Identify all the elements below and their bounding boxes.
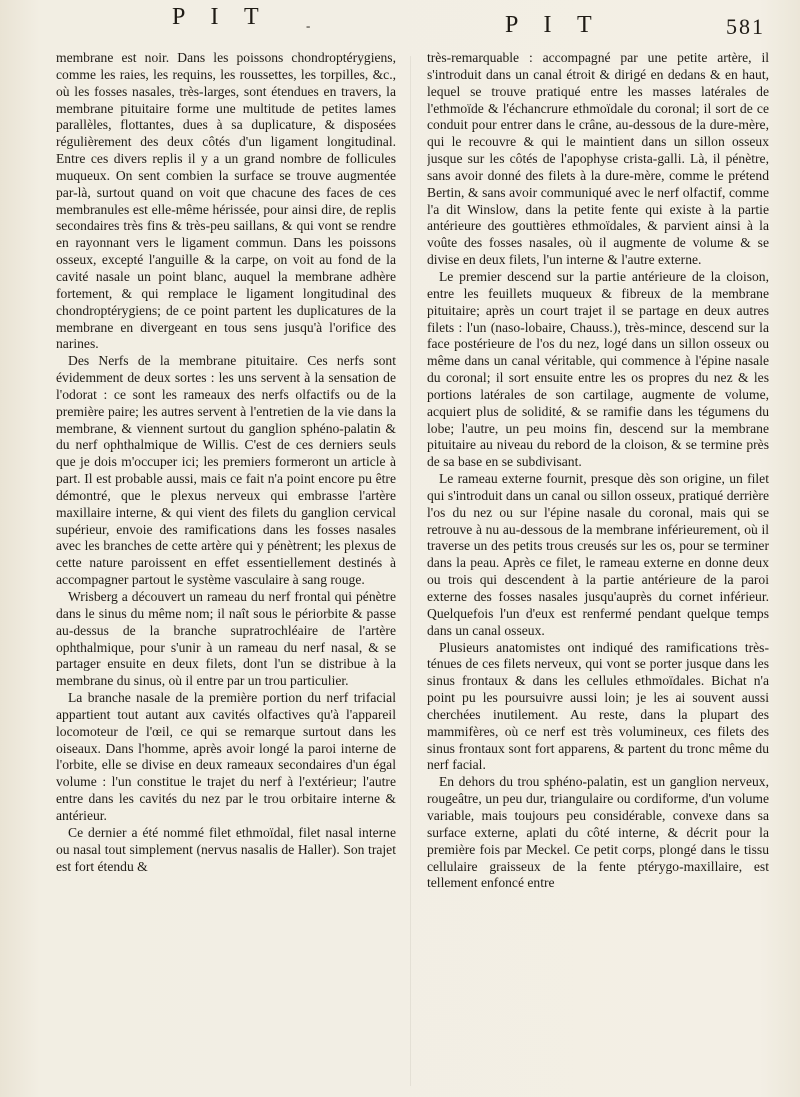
paragraph: Wrisberg a découvert un rameau du nerf frontal qui pénètre dans le sinus du même nom; il naît sous le périorbite & passe au-dessus de la branche supratrochléaire de l'artère ophthalmique, pour s'unir à un rameau du nerf nasal, & se partager ensuite en deux filets, dont l'un se distribue à la membrane du sinus, où il entre par un trou particulier. (56, 589, 396, 689)
paragraph: Le rameau externe fournit, presque dès son origine, un filet qui s'introduit dans un canal ou sillon osseux, pratiqué derrière l'os du nez ou sur l'épine nasale du coronal, mais qui se retrouve à nu au-dessous de la membrane inférieurement, où il traverse un des petits trous creusés sur les os, pour se terminer dans la peau. Après ce filet, le rameau externe en donne deux ou trois qui descendent à la partie antérieure de la paroi externe des fosses nasales jusqu'auprès du cornet inférieur. Quelquefois l'un d'eux est renfermé pendant quelque temps dans un canal osseux. (427, 471, 769, 638)
running-head-right: P I T (505, 12, 602, 38)
column-divider (410, 56, 411, 1086)
running-head-left: P I T (172, 4, 269, 30)
paragraph: Des Nerfs de la membrane pituitaire. Ces nerfs sont évidemment de deux sortes : les uns servent à la sensation de l'odorat : ce sont les rameaux des nerfs olfactifs ou de la première paire; les autres servent à l'entretien de la vie dans la membrane, & viennent surtout du ganglion sphéno-palatin & du nerf ophthalmique de Willis. C'est de ces derniers seuls que je dois m'occuper ici; les premiers formeront un article à part. Il est probable aussi, mais ce fait n'a point encore pu être démontré, que le plexus nerveux qui embrasse l'artère maxillaire interne, & qui vient des filets du ganglion cervical supérieur, envoie des ramifications dans les fosses nasales avec les branches de cette artère qui y pénètrent; les plexus de cette nature paroissent en effet essentiellement destinés à accompagner partout le système vasculaire à sang rouge. (56, 353, 396, 588)
running-head-mark: - (306, 18, 311, 33)
paragraph: très-remarquable : accompagné par une petite artère, il s'introduit dans un canal étroit & dirigé en dedans & en haut, lequel se trouve pratiqué entre les masses latérales de l'ethmoïde & l'échancrure ethmoïdale du coronal; il sort de ce conduit pour entrer dans le crâne, au-dessous de la dure-mère, qui le recouvre & qui le maintient dans un sillon osseux jusque sur les côtés de l'apophyse crista-galli. Là, il pénètre, sans avoir donné des filets à la dure-mère, comme le prétend Bertin, & sans avoir communiqué avec le nerf olfactif, comme l'a dit Winslow, dans la petite fente qui existe à la partie antérieure des gouttières ethmoïdales, & parvient ainsi à la voûte des fosses nasales, où il augmente de volume & se divise en deux filets, l'un interne & l'autre externe. (427, 50, 769, 268)
page-number: 581 (726, 14, 765, 39)
right-column (427, 50, 769, 1090)
paragraph: La branche nasale de la première portion du nerf trifacial appartient tout autant aux cavités olfactives qu'à l'appareil locomoteur de l'œil, ce qui se remarque surtout dans les oiseaux. Dans l'homme, après avoir longé la paroi interne de l'orbite, elle se divise en deux rameaux secondaires d'un égal volume : l'un constitue le trajet du nerf à l'extérieur; l'autre entre dans les cavités du nez par le trou orbitaire interne & antérieur. (56, 690, 396, 823)
paragraph: membrane est noir. Dans les poissons chondroptérygiens, comme les raies, les requins, les roussettes, les torpilles, &c., où les fosses nasales, très-larges, sont étendues en travers, la membrane pituitaire forme une multitude de petites lames parallèles, flottantes, dues à sa duplicature, & disposées régulièrement des deux côtés d'un ligament longitudinal. Entre ces divers replis il y a un grand nombre de follicules muqueux. On sent combien la surface se trouve augmentée par-là, surtout quand on voit que chacune des faces de ces membranules est elle-même hérissée, pour ainsi dire, de replis secondaires très fins & très-peu saillans, & qui vont se rendre en rayonnant vers le ligament commun. Dans les poissons osseux, excepté l'anguille & la carpe, on voit au fond de la cavité nasale un point blanc, auquel la membrane adhère fortement, & qui remplace le ligament longitudinal des chondroptérygiens; de ce point partent les duplicatures de la membrane en divergeant en tous sens jusqu'à l'orifice des narines. (56, 50, 396, 352)
paragraph: Ce dernier a été nommé filet ethmoïdal, filet nasal interne ou nasal tout simplement (nervus nasalis de Haller). Son trajet est fort étendu & (56, 824, 396, 874)
left-column (56, 50, 396, 1090)
paragraph: Plusieurs anatomistes ont indiqué des ramifications très-ténues de ces filets nerveux, qui vont se porter jusque dans les sinus frontaux & dans les cellules ethmoïdales. Bichat n'a point pu les poursuivre aussi loin; je les ai souvent aussi cherchées inutilement. Au reste, dans la plupart des mammifères, où ce nerf est très volumineux, ces filets des sinus frontaux sont fort apparens, & partent du tronc même du nerf facial. (427, 639, 769, 773)
paragraph: Le premier descend sur la partie antérieure de la cloison, entre les feuillets muqueux & fibreux de la membrane pituitaire; après un court trajet il se partage en deux autres filets : l'un (naso-lobaire, Chauss.), très-mince, descend sur la face postérieure de l'os du nez, logé dans un sillon osseux ou même dans un canal véritable, qui commence à l'épine nasale du coronal; il sort ensuite entre les os propres du nez & les portions latérales de son cartilage, augmente de volume, acquiert plus de solidité, & se ramifie dans les tégumens du lobe; l'autre, un peu moins fin, descend sur la membrane pituitaire au niveau du rebord de la cloison, & se termine près de sa base en se subdivisant. (427, 268, 769, 470)
running-head (0, 4, 800, 48)
paragraph: En dehors du trou sphéno-palatin, est un ganglion nerveux, rougeâtre, un peu dur, triangulaire ou cordiforme, d'un volume variable, mais toujours peu considérable, convexe dans sa surface externe, aplati du côté interne, & décrit pour la première fois par Meckel. Ce petit corps, plongé dans le tissu cellulaire graisseux de la fente ptérygo-maxillaire, est tellement enfoncé entre (427, 774, 769, 891)
